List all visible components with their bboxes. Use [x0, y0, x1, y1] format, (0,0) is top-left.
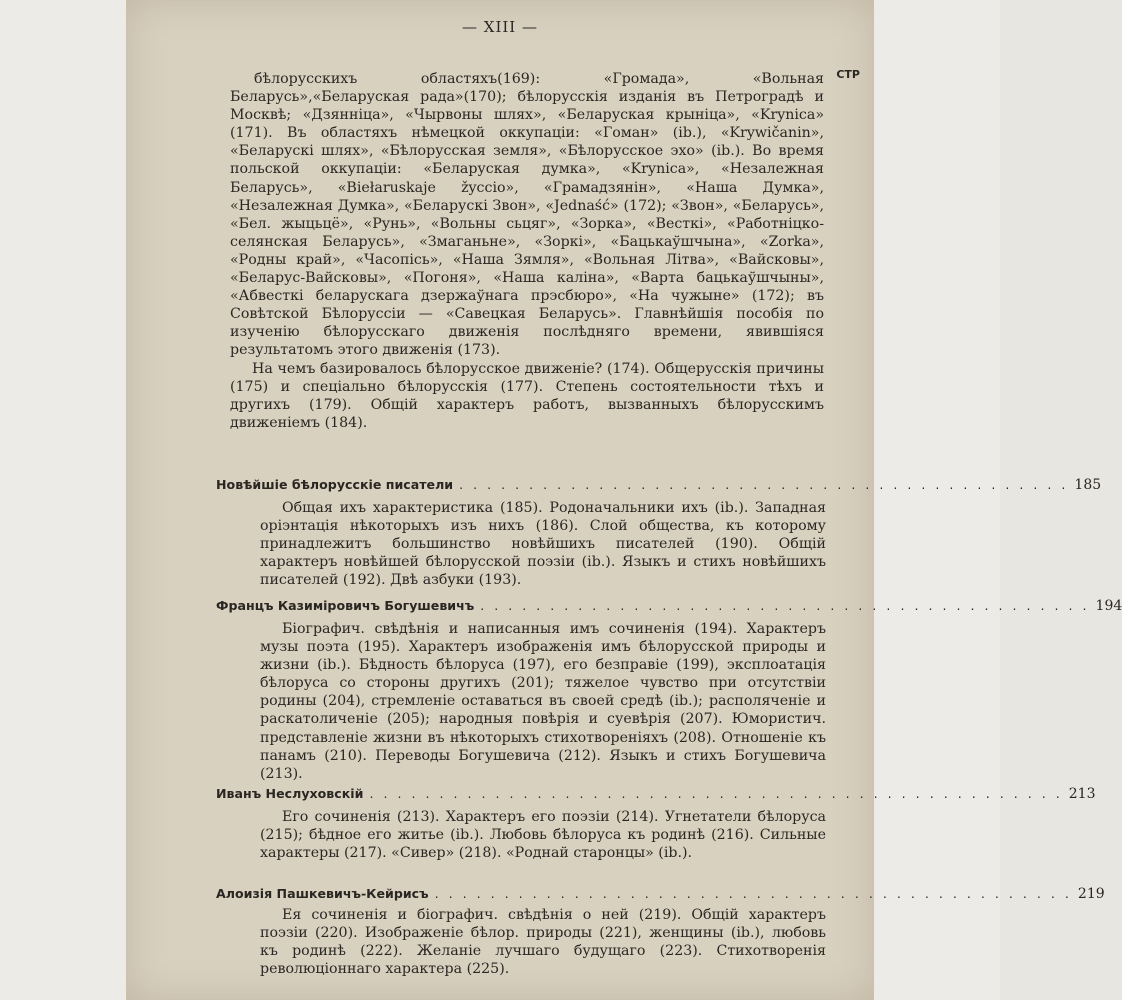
leader-dots: . . . . . . . . . . . . . . . . . . . . . . . . . . . . . . . . . . . . . . . . . . . . — [480, 598, 1090, 613]
toc-entry-title: Иванъ Неслуховскій — [216, 786, 364, 801]
description-text: Его сочиненія (213). Характеръ его поэзіи (214). Угнетатели бѣлоруса (215); бѣдное его житье (ib.). Любовь бѣлоруса къ родинѣ (216). Сильные характеры (217). «Сивер» (218). «Роднай старонцы» (ib.). — [260, 809, 826, 862]
toc-entry-description — [260, 808, 826, 862]
description-text: Біографич. свѣдѣнія и написанныя имъ сочиненія (194). Характеръ музы поэта (195). Характеръ изображенія имъ бѣлорусской природы и жизни (ib.). Бѣдность бѣлоруса (197), его безправіе (199), эксплоатація бѣлоруса со стороны другихъ (201); тяжелое чувство при отсутствіи родины (204), стремленіе оставаться въ своей средѣ (ib.); располяченіе и раскатоличеніе (205); народныя повѣрія и суевѣрія (207). Юмористич. представленіе жизни въ нѣкоторыхъ стихотвореніяхъ (208). Отношеніе къ панамъ (210). Переводы Богушевича (212). Языкъ и стихъ Богушевича (213). — [260, 621, 826, 782]
leader-dots: . . . . . . . . . . . . . . . . . . . . . . . . . . . . . . . . . . . . . . . . . . . . . . . . . . — [369, 786, 1063, 801]
toc-entry-title: Алоизія Пашкевичъ-Кейрисъ — [216, 886, 429, 901]
description-text: Общая ихъ характеристика (185). Родоначальники ихъ (ib.). Западная оріэнтація нѣкоторыхъ изъ нихъ (186). Слой общества, къ которому принадлежитъ большинство новѣйшихъ писателей (190). Общій характеръ новѣйшей бѣлорусской поэзіи (ib.). Языкъ и стихъ новѣйшихъ писателей (192). Двѣ азбуки (193). — [260, 500, 826, 589]
toc-entry-title: Новѣйшіе бѣлорусскіе писатели — [216, 477, 454, 492]
intro-block — [230, 70, 824, 432]
leader-dots: . . . . . . . . . . . . . . . . . . . . . . . . . . . . . . . . . . . . . . . . . . . . — [459, 477, 1069, 492]
book-page — [126, 0, 1122, 1000]
toc-entry-nesluhovskij — [216, 786, 1096, 802]
page-number: — XIII — — [462, 18, 538, 36]
toc-entry-pashkevich — [216, 886, 1105, 902]
toc-entry-description — [260, 620, 826, 783]
toc-entry-novejshie — [216, 477, 1102, 493]
toc-entry-title: Францъ Казиміровичъ Богушевичъ — [216, 598, 475, 613]
toc-entry-description — [260, 906, 826, 978]
description-text: Ея сочиненія и біографич. свѣдѣнія о ней (219). Общій характеръ поэзіи (220). Изображеніе бѣлор. природы (221), женщины (ib.), любовь къ родинѣ (222). Желаніе лучшаго будущаго (223). Стихотворенія революціоннаго характера (225). — [260, 907, 826, 978]
toc-page-number: 219 — [1077, 886, 1105, 902]
intro-paragraph: На чемъ базировалось бѣлорусское движеніе? (174). Общерусскія причины (175) и спеціально бѣлорусскія (177). Степень состоятельности тѣхъ и другихъ (179). Общій характеръ работъ, вызванныхъ бѣлорусскимъ движеніемъ (184). — [230, 360, 824, 431]
page-column-label: СТР — [836, 68, 860, 81]
toc-page-number: 185 — [1074, 477, 1102, 493]
toc-page-number: 194 — [1095, 598, 1122, 614]
toc-entry-description — [260, 499, 826, 589]
toc-page-number: 213 — [1068, 786, 1096, 802]
toc-entry-bogushevich — [216, 598, 1122, 614]
leader-dots: . . . . . . . . . . . . . . . . . . . . . . . . . . . . . . . . . . . . . . . . . . . . . . — [434, 886, 1072, 901]
intro-paragraph: бѣлорусскихъ областяхъ(169): «Громада», «Вольная Беларусь»,«Беларуская рада»(170); бѣлорусскія изданія въ Петроградѣ и Москвѣ; «Дзянніца», «Чырвоны шлях», «Беларуская крыніца», «Krynica» (171). Въ областяхъ нѣмецкой оккупаціи: «Гоман» (ib.), «Krywičanin», «Беларускі шлях», «Бѣлорусская земля», «Бѣлорусское эхо» (ib.). Во время польской оккупаціи: «Беларуская думка», «Krynica», «Незалежная Беларусь», «Biełaruskaje žyccio», «Грамадзянін», «Наша Думка», «Незалежная Думка», «Беларускі Звон», «Jednaść» (172); «Звон», «Беларусь», «Бел. жыцьцё», «Рунь», «Вольны сьцяг», «Зорка», «Весткі», «Работніцко-селянская Беларусь», «Змаганьне», «Зоркі», «Бацькаўшчына», «Zorka», «Родны край», «Часопісь», «Наша Зямля», «Вольная Літва», «Вайсковы», «Беларус-Вайсковы», «Погоня», «Наша каліна», «Варта бацькаўшчыны», «Абвесткі беларускага дзержаўнага прэсбюро», «На чужыне» (172); въ Совѣтской Бѣлоруссіи — «Савецкая Беларусь». Главнѣйшія пособія по изученію бѣлорусскаго движенія послѣдняго времени, явившіяся результатомъ этого движенія (173). — [230, 71, 824, 359]
